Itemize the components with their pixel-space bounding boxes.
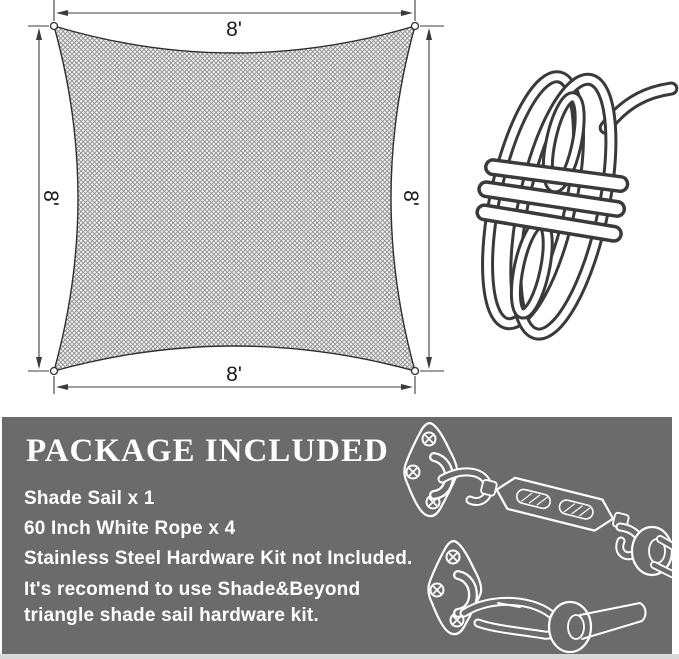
dimension-label-right: 8' [399, 190, 422, 206]
turnbuckle [478, 471, 631, 538]
dimension-label-top: 8' [226, 18, 242, 41]
pad-eye-snap-hook-grommet-icon [428, 541, 645, 652]
dimension-label-bottom: 8' [226, 363, 242, 386]
package-item-rope: 60 Inch White Rope x 4 [24, 518, 236, 539]
panel-heading: PACKAGE INCLUDED [26, 433, 389, 469]
hardware-kit-illustration [400, 417, 672, 654]
recommendation-note: It's recomend to use Shade&Beyond triangle shade sail hardware kit. [24, 579, 361, 626]
shade-sail-mesh-shape [54, 26, 415, 371]
coiled-rope-icon [459, 55, 671, 350]
bottom-strip [0, 654, 679, 659]
package-included-panel [2, 417, 672, 654]
package-item-shade-sail: Shade Sail x 1 [24, 488, 155, 509]
dimension-label-left: 8' [39, 190, 62, 206]
package-item-hardware-note: Stainless Steel Hardware Kit not Included. [24, 548, 413, 569]
